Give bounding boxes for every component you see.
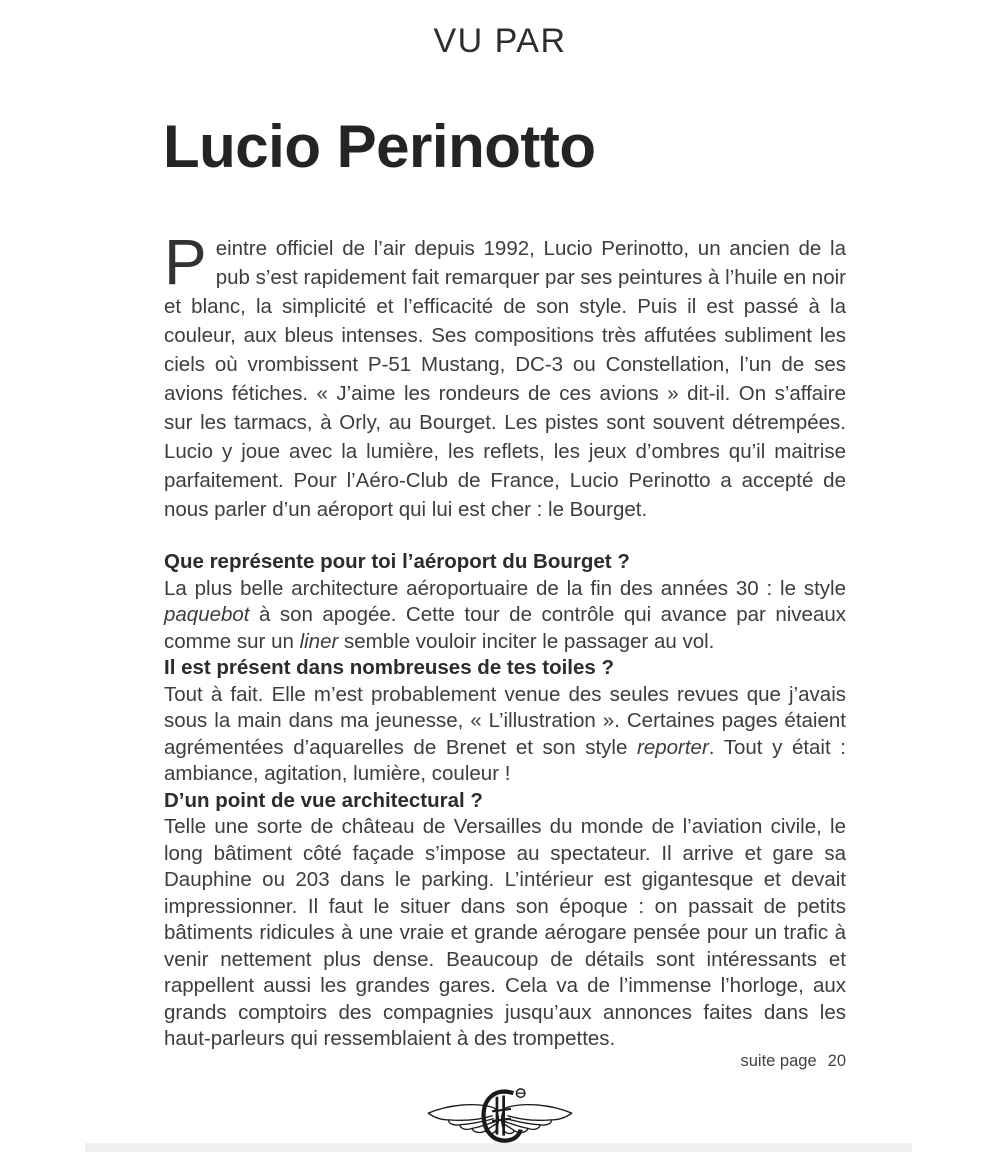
wing-right-icon (502, 1105, 572, 1134)
intro-paragraph (164, 226, 846, 524)
intro-text: eintre officiel de l’air depuis 1992, Lucio Perinotto, un ancien de la pub s’est rapidement fait remarquer par ses peintures à l’huile en noir et blanc, la simplicité et l’efficacité de son style. Puis il est passé à la couleur, aux bleus intenses. Ses compositions très affutées subliment les ciels où vrombissent P-51 Mustang, DC-3 ou Constellation, l’un de ses avions fétiches. « J’aime les rondeurs de ces avions » dit-il. On s’affaire sur les tarmacs, à Orly, au Bourget. Les pistes sont souvent détrempées. Lucio y joue avec la lumière, les reflets, les jeux d’ombres qu’il maitrise parfaitement. Pour l’Aéro-Club de France, Lucio Perinotto a accepté de nous parler d’un aéroport qui lui est cher : le Bourget. (164, 237, 846, 521)
dropcap-letter: P (164, 226, 207, 298)
interview-answer: La plus belle architecture aéroportuaire de la fin des années 30 : le style paquebot à son apogée. Cette tour de contrôle qui avance par niveaux comme sur un liner semble vouloir inciter le passager au vol. (164, 576, 846, 653)
article-title: Lucio Perinotto (163, 113, 596, 180)
aeroclub-de-france-logo-icon (421, 1084, 579, 1146)
section-kicker: VU PAR (433, 22, 567, 60)
continuation-page-number: 20 (827, 1052, 846, 1070)
interview-question: Que représente pour toi l’aéroport du Bourget ? (164, 550, 630, 573)
page-edge-shadow (85, 1143, 912, 1152)
continuation-note (740, 1052, 846, 1071)
interview-answer: Telle une sorte de château de Versailles du monde de l’aviation civile, le long bâtiment côté façade s’impose au spectateur. Il arrive et gare sa Dauphine ou 203 dans le parking. L’intérieur est gigantesque et devait impressionner. Il faut le situer dans son époque : on passait de petits bâtiments ridicules à une vraie et grande aérogare pensée pour un trafic à venir nettement plus dense. Beaucoup de détails sont intéressants et rappellent aussi les grandes gares. Cela va de l’immense l’horloge, aux grands comptoirs des compagnies jusqu’aux annonces faites dans les haut-parleurs qui ressemblaient à des trompettes. (164, 815, 846, 1050)
interview-question: Il est présent dans nombreuses de tes toiles ? (164, 656, 614, 679)
interview-section (164, 549, 846, 1053)
continuation-label: suite page (740, 1052, 817, 1070)
interview-question: D’un point de vue architectural ? (164, 788, 483, 812)
interview-answer: Tout à fait. Elle m’est probablement venue des seules revues que j’avais sous la main dans ma jeunesse, « L’illustration ». Certaines pages étaient agrémentées d’aquarelles de Brenet et son style reporter. Tout y était : ambiance, agitation, lumière, couleur ! (164, 682, 846, 785)
